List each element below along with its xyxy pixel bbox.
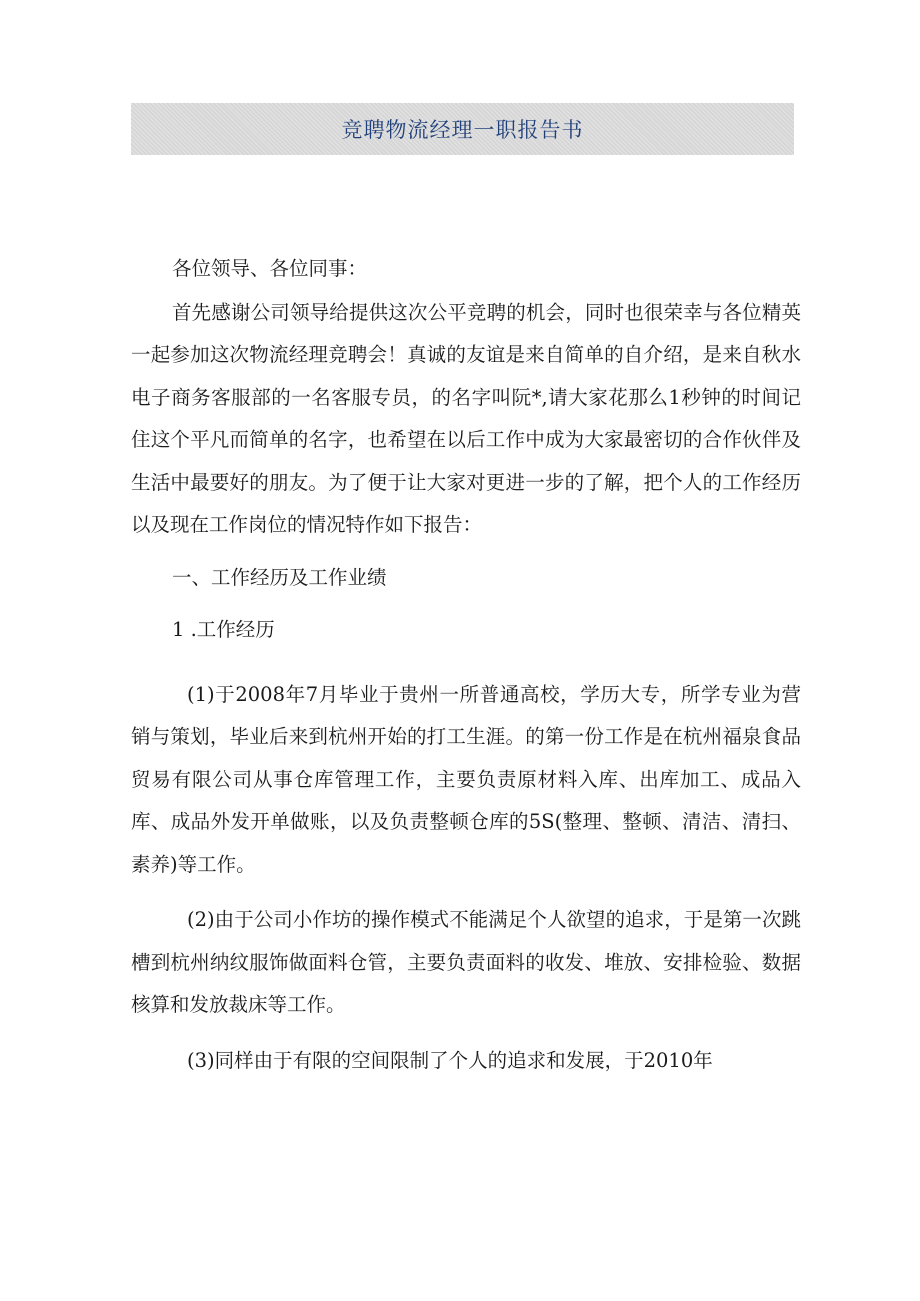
document-body <box>131 248 801 1082</box>
item-paragraph-1: (1)于2008年7月毕业于贵州一所普通高校，学历大专，所学专业为营销与策划，毕业后来到杭州开始的打工生涯。的第一份工作是在杭州福泉食品贸易有限公司从事仓库管理工作，主要负责原材料入库、出库加工、成品入库、成品外发开单做账，以及负责整顿仓库的5S(整理、整顿、清洁、清扫、素养)等工作。 <box>131 682 801 876</box>
subsection-heading: 1 .工作经历 <box>172 618 275 641</box>
item-paragraph-2: (2)由于公司小作坊的操作模式不能满足个人欲望的追求，于是第一次跳槽到杭州纳纹服饰做面料仓管，主要负责面料的收发、堆放、安排检验、数据核算和发放裁床等工作。 <box>131 908 801 1016</box>
title-banner <box>131 103 794 155</box>
item-paragraph-3: (3)同样由于有限的空间限制了个人的追求和发展，于2010年 <box>187 1048 713 1072</box>
document-title: 竞聘物流经理一职报告书 <box>341 118 584 142</box>
greeting-paragraph: 各位领导、各位同事： <box>172 257 368 280</box>
section-heading: 一、工作经历及工作业绩 <box>172 565 387 589</box>
intro-paragraph: 首先感谢公司领导给提供这次公平竞聘的机会，同时也很荣幸与各位精英一起参加这次物流经理竞聘会！真诚的友谊是来自简单的自介绍，是来自秋水电子商务客服部的一名客服专员，的名字叫阮*,请大家花那么1秒钟的时间记住这个平凡而简单的名字，也希望在以后工作中成为大家最密切的合作伙伴及生活中最要好的朋友。为了便于让大家对更进一步的了解，把个人的工作经历以及现在工作岗位的情况特作如下报告： <box>131 300 801 536</box>
